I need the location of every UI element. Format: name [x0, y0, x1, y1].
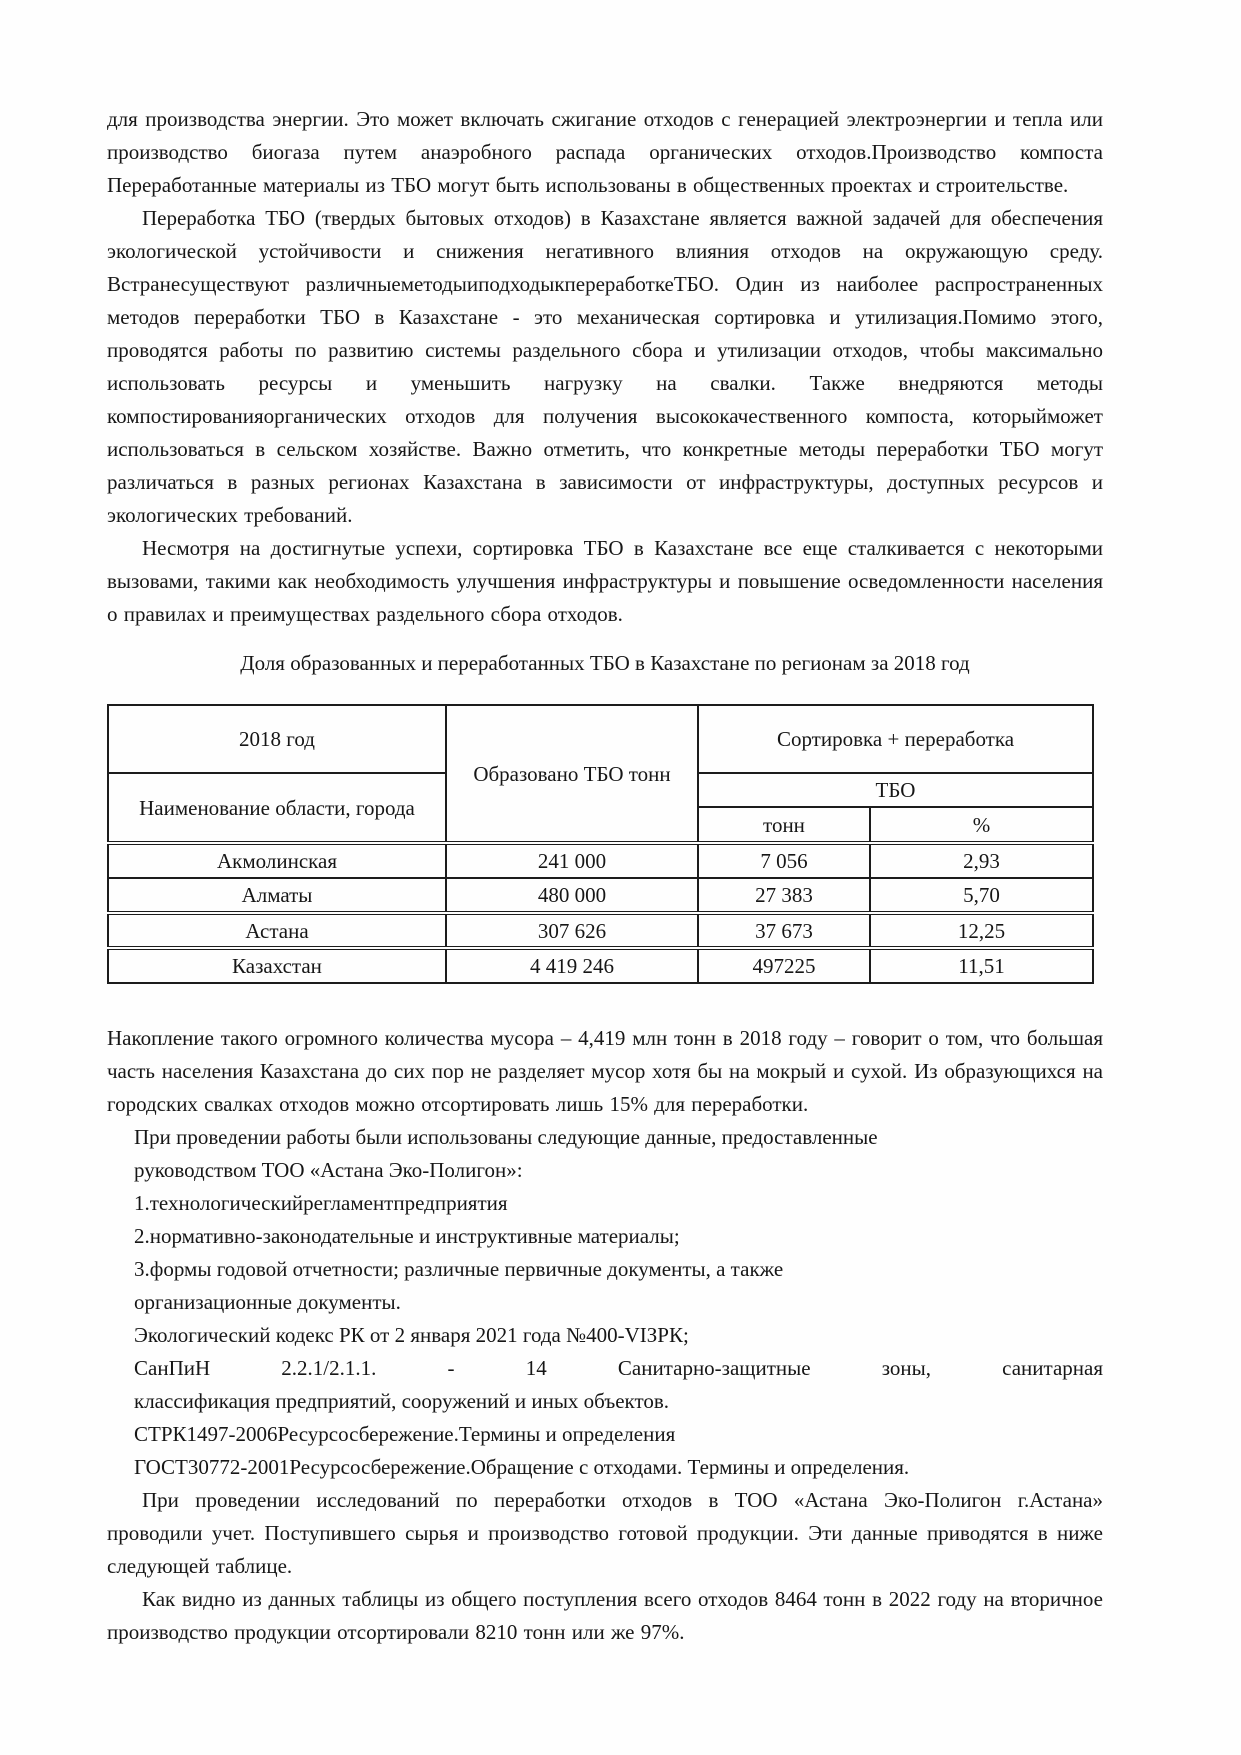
header-tons: тонн: [698, 807, 870, 843]
paragraph-eco-polygon-research: При проведении исследований по переработки отходов в ТОО «Астана Эко-Полигон г.Астана» проводили учет. Поступившего сырья и производство готовой продукции. Эти данные приводятся в ниже следующей таблице.: [107, 1488, 1103, 1578]
header-year: 2018 год: [108, 705, 446, 773]
cell-percent: 5,70: [870, 878, 1093, 913]
cell-generated: 241 000: [446, 843, 698, 878]
sources-intro-line-1: При проведении работы были использованы следующие данные, предоставленные: [134, 1125, 878, 1149]
table-row: [108, 913, 1093, 948]
cell-region: Алматы: [108, 878, 446, 913]
paragraph-accumulation: Накопление такого огромного количества мусора – 4,419 млн тонн в 2018 году – говорит о том, что большая часть населения Казахстана до сих пор не разделяет мусор хотя бы на мокрый и сухой. Из образующихся на городских свалках отходов можно отсортировать лишь 15% для переработки.: [107, 1026, 1103, 1116]
source-sanpin-cont: классификация предприятий, сооружений и иных объектов.: [134, 1389, 670, 1413]
header-region: Наименование области, города: [108, 773, 446, 843]
table-row: [108, 843, 1093, 878]
source-strk: СТРК1497-2006Ресурсосбережение.Термины и определения: [134, 1422, 676, 1446]
cell-generated: 307 626: [446, 913, 698, 948]
cell-region: Акмолинская: [108, 843, 446, 878]
cell-tons: 27 383: [698, 878, 870, 913]
paragraph-energy-continued: для производства энергии. Это может включать сжигание отходов с генерацией электроэнергии и тепла или производство биогаза путем анаэробного распада органических отходов.Производство компоста Переработанные материалы из ТБО могут быть использованы в общественных проектах и строительстве.: [107, 107, 1103, 197]
cell-generated: 480 000: [446, 878, 698, 913]
cell-tons: 37 673: [698, 913, 870, 948]
source-item-1: 1.технологическийрегламентпредприятия: [134, 1191, 508, 1215]
table-header-row-1: [108, 705, 1093, 773]
table-row: [108, 878, 1093, 913]
cell-generated: 4 419 246: [446, 948, 698, 983]
paragraph-conclusion: Как видно из данных таблицы из общего поступления всего отходов 8464 тонн в 2022 году на вторичное производство продукции отсортировали 8210 тонн или же 97%.: [107, 1587, 1103, 1644]
table-caption: Доля образованных и переработанных ТБО в Казахстане по регионам за 2018 год: [240, 651, 970, 675]
source-eco-code: Экологический кодекс РК от 2 января 2021 года №400-VIЗРК;: [134, 1323, 689, 1347]
sources-intro-line-2: руководством ТОО «Астана Эко-Полигон»:: [134, 1158, 523, 1182]
header-generated: Образовано ТБО тонн: [446, 705, 698, 843]
cell-percent: 11,51: [870, 948, 1093, 983]
tbo-regions-table: [107, 704, 1094, 984]
cell-region: Казахстан: [108, 948, 446, 983]
header-percent: %: [870, 807, 1093, 843]
cell-percent: 2,93: [870, 843, 1093, 878]
paragraph-tbo-processing: Переработка ТБО (твердых бытовых отходов) в Казахстане является важной задачей для обеспечения экологической устойчивости и снижения негативного влияния отходов на окружающую среду. Встранесуществуют различныеметодыиподходыкпереработкеТБО. Один из наиболее распространенных методов переработки ТБО в Казахстане - это механическая сортировка и утилизация.Помимо этого, проводятся работы по развитию системы раздельного сбора и утилизации отходов, чтобы максимально использовать ресурсы и уменьшить нагрузку на свалки. Также внедряются методы компостированияорганических отходов для получения высококачественного компоста, которыйможет использоваться в сельском хозяйстве. Важно отметить, что конкретные методы переработки ТБО могут различаться в разных регионах Казахстана в зависимости от инфраструктуры, доступных ресурсов и экологических требований.: [107, 206, 1103, 527]
source-gost: ГОСТ30772-2001Ресурсосбережение.Обращение с отходами. Термины и определения.: [134, 1455, 910, 1479]
header-tbo: ТБО: [698, 773, 1093, 807]
table-row: [108, 948, 1093, 983]
cell-percent: 12,25: [870, 913, 1093, 948]
sources-block: [134, 1121, 1103, 1484]
header-sorting: Сортировка + переработка: [698, 705, 1093, 773]
cell-tons: 497225: [698, 948, 870, 983]
cell-tons: 7 056: [698, 843, 870, 878]
source-item-2: 2.нормативно-законодательные и инструктивные материалы;: [134, 1224, 680, 1248]
source-sanpin: СанПиН 2.2.1/2.1.1. - 14 Санитарно-защитные зоны, санитарная: [134, 1356, 1103, 1380]
source-item-3-cont: организационные документы.: [134, 1290, 401, 1314]
cell-region: Астана: [108, 913, 446, 948]
paragraph-challenges: Несмотря на достигнутые успехи, сортировка ТБО в Казахстане все еще сталкивается с некоторыми вызовами, такими как необходимость улучшения инфраструктуры и повышение осведомленности населения о правилах и преимуществах раздельного сбора отходов.: [107, 536, 1103, 626]
source-item-3: 3.формы годовой отчетности; различные первичные документы, а также: [134, 1257, 784, 1281]
